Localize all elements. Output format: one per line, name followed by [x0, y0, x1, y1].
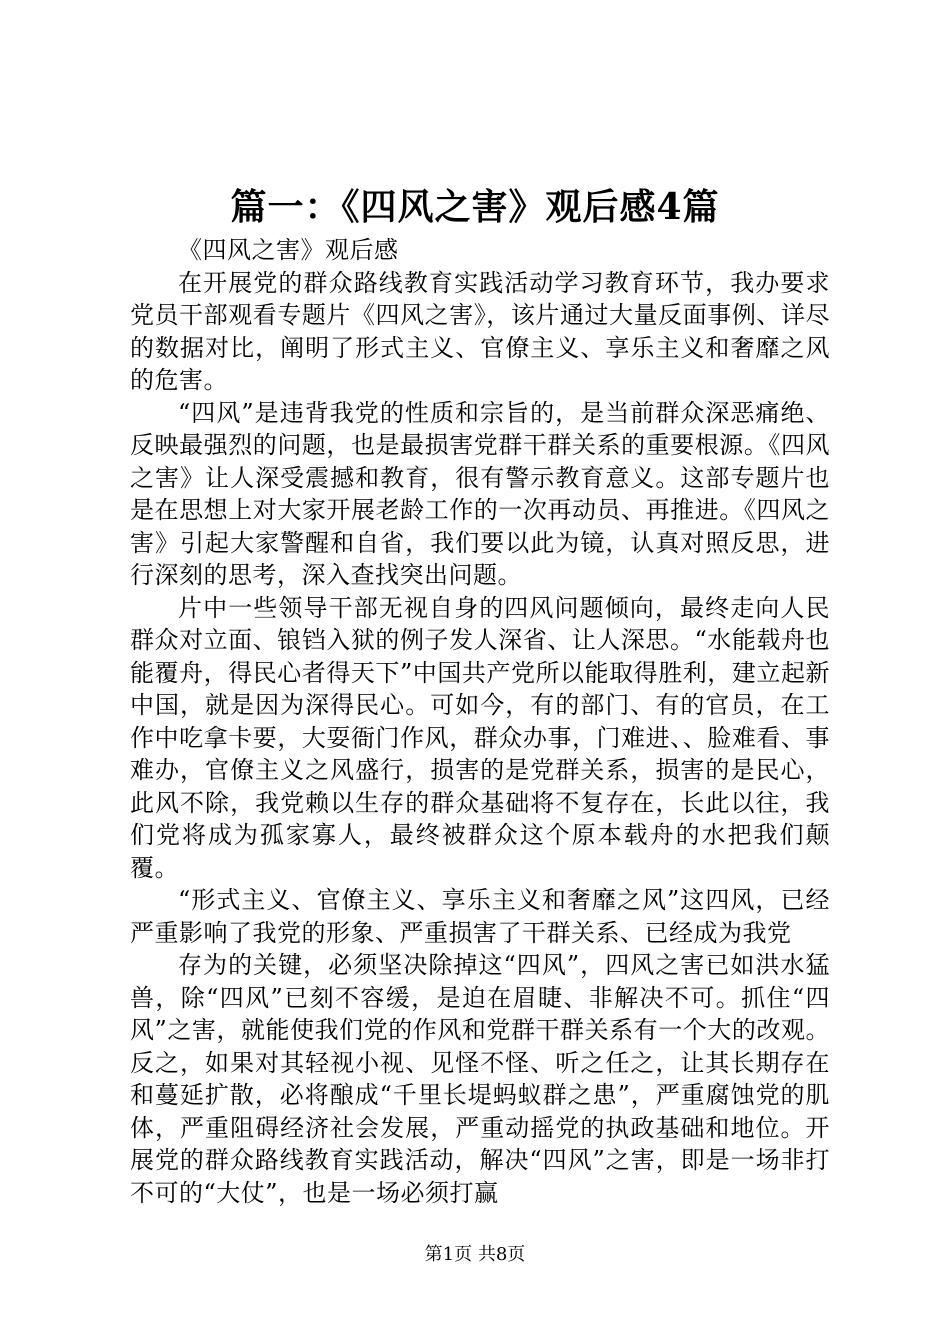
page-number-footer: 第1页 共8页 [424, 1244, 526, 1265]
paragraph-5: 存为的关键，必须坚决除掉这“四风”，四风之害已如洪水猛兽，除“四风”已刻不容缓，是迫在眉睫、非解决不可。抓住“四风”之害，就能使我们党的作风和党群干群关系有一个大的改观。反之，如果对其轻视小视、见怪不怪、听之任之，让其长期存在和蔓延扩散，必将酿成“千里长堤蚂蚁群之患”，严重腐蚀党的肌体，严重阻碍经济社会发展，严重动摇党的执政基础和地位。开展党的群众路线教育实践活动，解决“四风”之害，即是一场非打不可的“大仗”，也是一场必须打赢 [130, 951, 830, 1207]
paragraph-4: “形式主义、官僚主义、享乐主义和奢靡之风”这四风，已经严重影响了我党的形象、严重损害了干群关系、已经成为我党 [130, 886, 830, 947]
paragraph-1: 在开展党的群众路线教育实践活动学习教育环节，我办要求党员干部观看专题片《四风之害》，该片通过大量反面事例、详尽的数据对比，阐明了形式主义、官僚主义、享乐主义和奢靡之风的危害。 [130, 268, 830, 394]
paragraph-2: “四风”是违背我党的性质和宗旨的，是当前群众深恶痛绝、反映最强烈的问题，也是最损害党群干群关系的重要根源。《四风之害》让人深受震撼和教育，很有警示教育意义。这部专题片也是在思想上对大家开展老龄工作的一次再动员、再推进。《四风之害》引起大家警醒和自省，我们要以此为镜，认真对照反思，进行深刻的思考，深入查找突出问题。 [130, 398, 830, 589]
document-title: 篇一：《四风之害》观后感4篇 [230, 186, 720, 228]
document-subtitle: 《四风之害》观后感 [178, 236, 399, 264]
document-body [130, 234, 830, 1209]
paragraph-3: 片中一些领导干部无视自身的四风问题倾向，最终走向人民群众对立面、锒铛入狱的例子发人深省、让人深思。“水能载舟也能覆舟，得民心者得天下”中国共产党所以能取得胜利，建立起新中国，就是因为深得民心。可如今，有的部门、有的官员，在工作中吃拿卡要，大耍衙门作风，群众办事，门难进、、脸难看、事难办，官僚主义之风盛行，损害的是党群关系，损害的是民心，此风不除，我党赖以生存的群众基础将不复存在，长此以往，我们党将成为孤家寡人，最终被群众这个原本载舟的水把我们颠覆。 [130, 593, 830, 882]
